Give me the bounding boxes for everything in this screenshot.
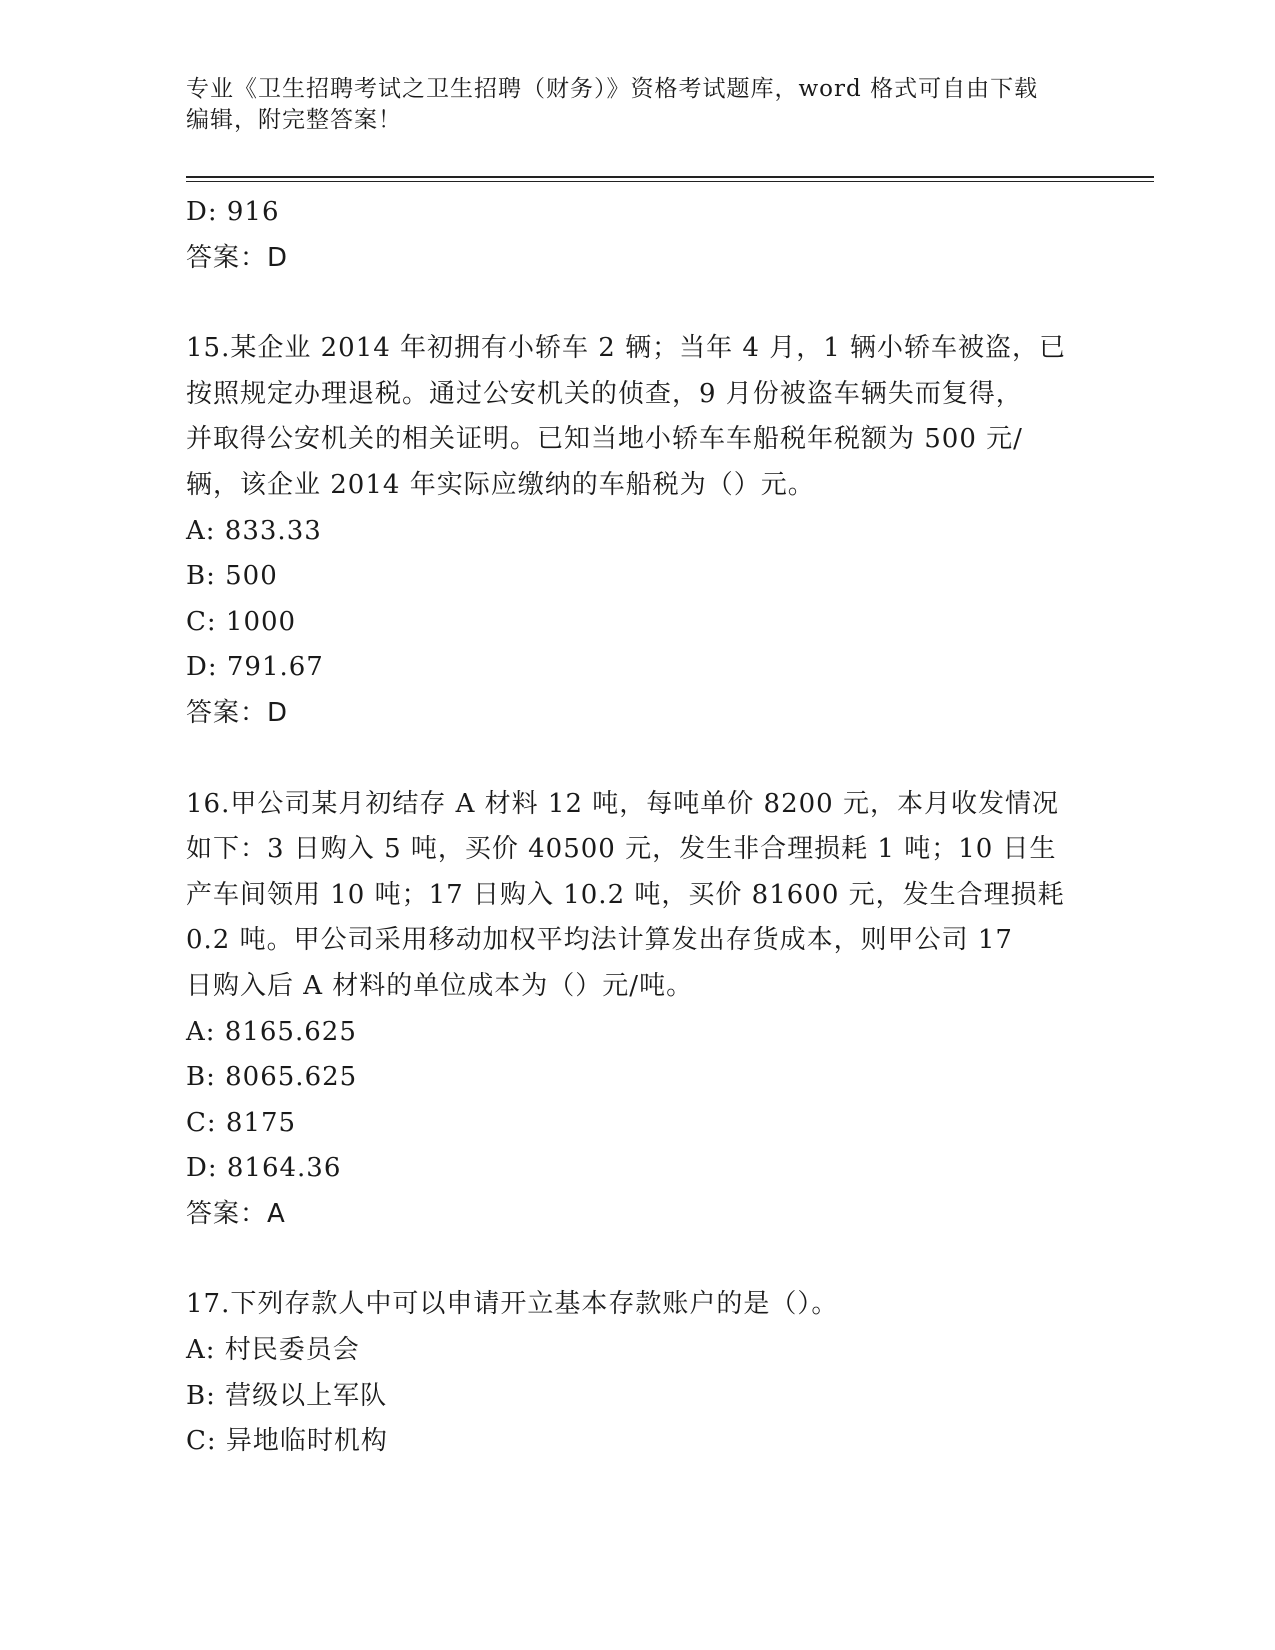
option-d: D: 8164.36 [186,1153,342,1184]
option-b: B: 500 [186,561,278,592]
document-body [186,190,1076,1465]
option-b: B: 8065.625 [186,1062,358,1093]
spacer [186,281,1076,326]
option-b: B: 营级以上军队 [186,1380,388,1411]
option-d: D: 791.67 [186,652,324,683]
option-c: C: 8175 [186,1107,297,1138]
question-text-line: 15.某企业 2014 年初拥有小轿车 2 辆；当年 4 月，1 辆小轿车被盗，已 [186,333,1066,364]
spacer [186,737,1076,782]
question-text-line: 0.2 吨。甲公司采用移动加权平均法计算发出存货成本，则甲公司 17 [186,925,1013,956]
question-text-line: 产车间领用 10 吨；17 日购入 10.2 吨，买价 81600 元，发生合理损耗 [186,879,1065,910]
option-c: C: 1000 [186,606,297,637]
spacer [186,1237,1076,1282]
answer-line: 答案：D [186,242,289,273]
question-text-line: 16.甲公司某月初结存 A 材料 12 吨，每吨单价 8200 元，本月收发情况 [186,788,1059,819]
question-17 [186,1282,1076,1464]
answer-line: 答案：A [186,1198,286,1229]
question-text-line: 如下：3 日购入 5 吨，买价 40500 元，发生非合理损耗 1 吨；10 日生 [186,834,1057,865]
option-a: A: 村民委员会 [186,1335,360,1366]
option-a: A: 8165.625 [186,1016,357,1047]
question-text-line: 辆，该企业 2014 年实际应缴纳的车船税为（）元。 [186,469,815,500]
answer-line: 答案：D [186,697,289,728]
question-15 [186,326,1076,736]
option-a: A: 833.33 [186,515,322,546]
header-line-2: 编辑，附完整答案！ [186,107,402,133]
header-divider-thin [186,181,1154,182]
document-header [186,74,1086,136]
question-text-line: 17.下列存款人中可以申请开立基本存款账户的是（）。 [186,1289,839,1320]
option-d: D: 916 [186,197,280,227]
question-16 [186,782,1076,1238]
header-line-1: 专业《卫生招聘考试之卫生招聘（财务）》资格考试题库，word 格式可自由下载 [186,76,1039,102]
header-divider-thick [186,176,1154,178]
option-c: C: 异地临时机构 [186,1426,388,1457]
question-text-line: 并取得公安机关的相关证明。已知当地小轿车车船税年税额为 500 元/ [186,424,1023,455]
question-text-line: 按照规定办理退税。通过公安机关的侦查，9 月份被盗车辆失而复得， [186,378,1023,409]
question-text-line: 日购入后 A 材料的单位成本为（）元/吨。 [186,970,694,1001]
